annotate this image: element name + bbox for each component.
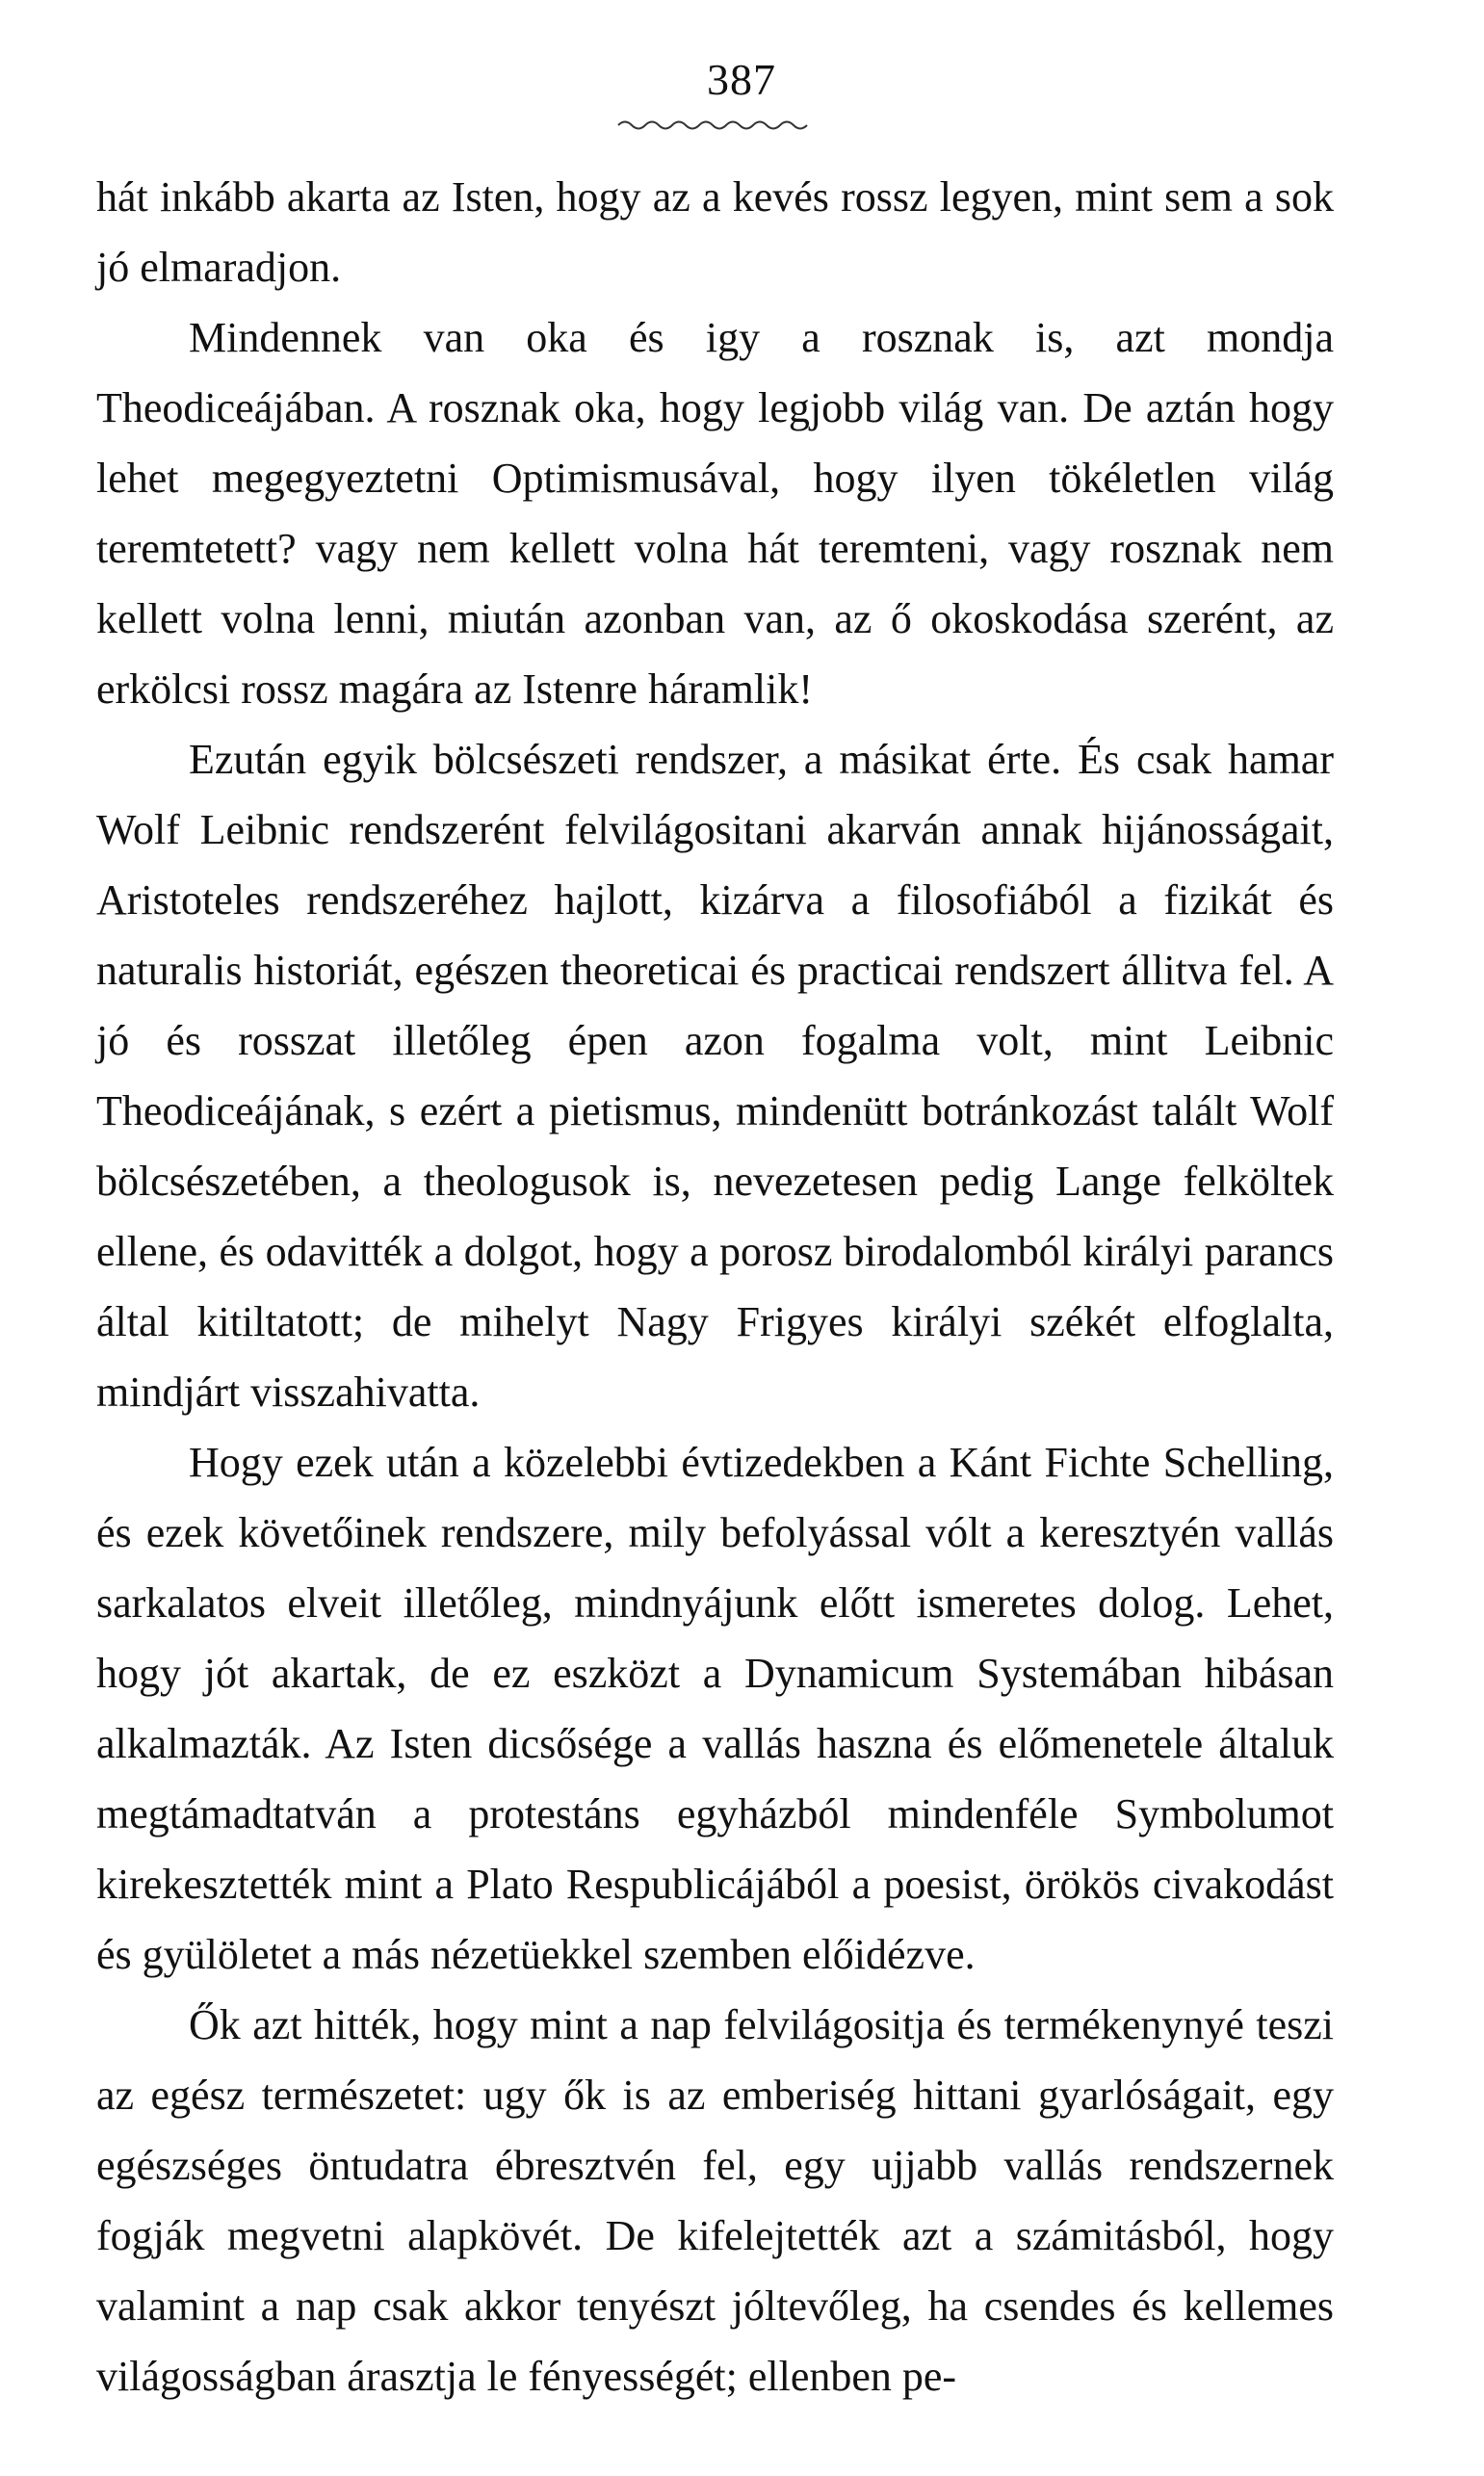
paragraph: Mindennek van oka és igy a rosznak is, azt mondja Theodiceájában. A rosznak oka, hogy legjobb világ van. De aztán hogy lehet megegyeztetni Optimismusával, hogy ilyen tökéletlen világ teremtetett? vagy nem kellett volna hát teremteni, vagy rosznak nem kellett volna lenni, miután azonban van, az ő okoskodása szerént, az erkölcsi rossz magára az Istenre háramlik! — [96, 314, 1334, 713]
page-number: 387 — [707, 55, 776, 104]
paragraph: Hogy ezek után a közelebbi évtizedekben a Kánt Fichte Schelling, és ezek követőinek rendszere, mily befolyással vólt a keresztyén vallás sarkalatos elveit illetőleg, mindnyájunk előtt ismeretes dolog. Lehet, hogy jót akartak, de ez eszközt a Dynamicum Systemában hibásan alkalmazták. Az Isten dicsősége a vallás haszna és előmenetele általuk megtámadtatván a protestáns egyházból mindenféle Symbolumot kirekesztették mint a Plato Respublicájából a poesist, örökös civakodást és gyülöletet a más nézetüekkel szemben előidézve. — [96, 1439, 1334, 1978]
paragraph: Ők azt hitték, hogy mint a nap felvilágositja és termékenynyé teszi az egész természetet: ugy ők is az emberiség hittani gyarlóságait, egy egészséges öntudatra ébresztvén fel, egy ujjabb vallás rendszernek fogják megvetni alapkövét. De kifelejtették azt a számitásból, hogy valamint a nap csak akkor tenyészt jóltevőleg, ha csendes és kellemes világosságban árasztja le fényességét; ellenben pe- — [96, 2001, 1334, 2400]
body-text — [96, 162, 1334, 2411]
wavy-rule-ornament — [616, 117, 819, 133]
paragraph: Ezután egyik bölcsészeti rendszer, a másikat érte. És csak hamar Wolf Leibnic rendszerént felvilágositani akarván annak hijánosságait, Aristoteles rendszeréhez hajlott, kizárva a filosofiából a fizikát és naturalis historiát, egészen theoreticai és practicai rendszert állitva fel. A jó és rosszat illetőleg épen azon fogalma volt, mint Leibnic Theodiceájának, s ezért a pietismus, mindenütt botránkozást talált Wolf bölcsészetében, a theologusok is, nevezetesen pedig Lange felköltek ellene, és odavitték a dolgot, hogy a porosz birodalomból királyi parancs által kitiltatott; de mihelyt Nagy Frigyes királyi székét elfoglalta, mindjárt visszahivatta. — [96, 736, 1334, 1416]
paragraph: hát inkább akarta az Isten, hogy az a kevés rossz legyen, mint sem a sok jó elmaradjon. — [96, 173, 1334, 291]
